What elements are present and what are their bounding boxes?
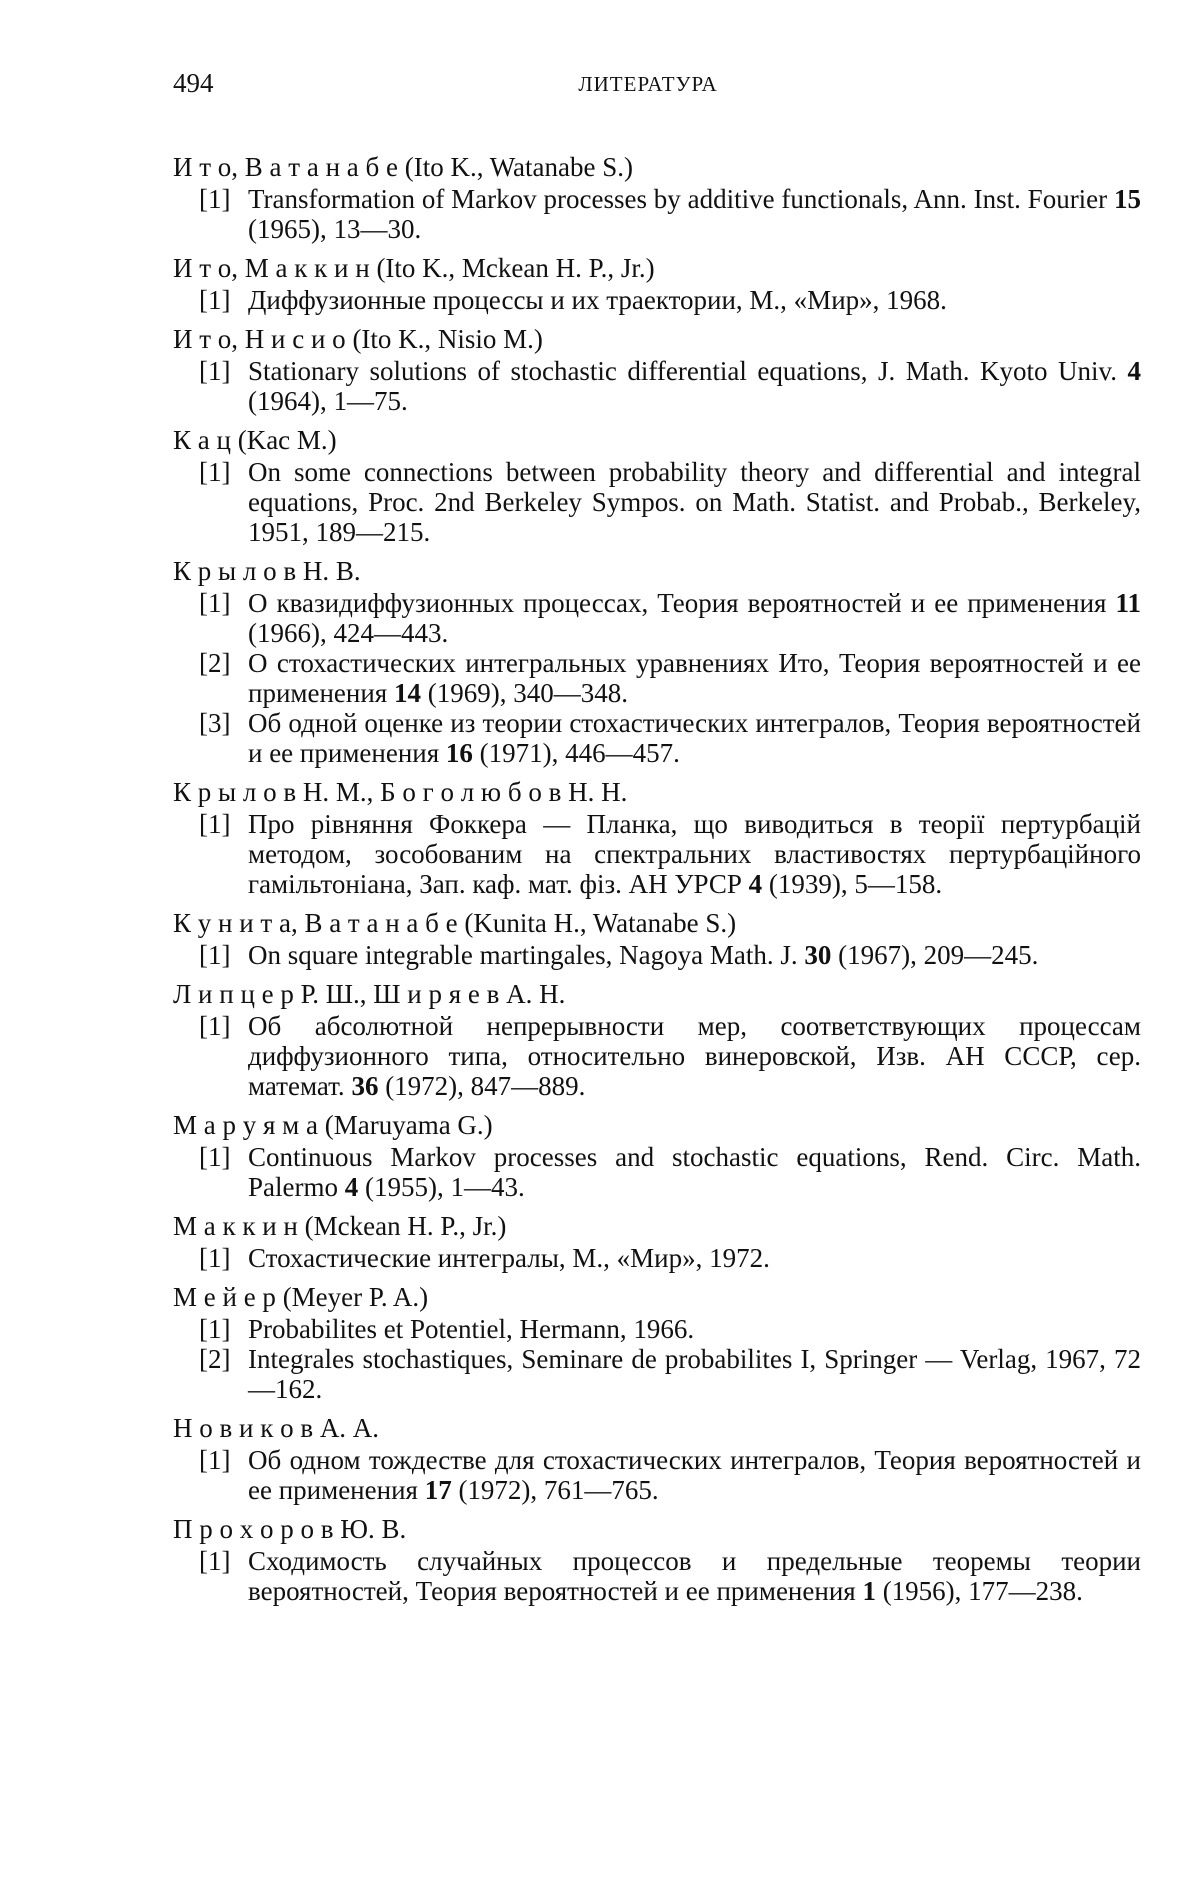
- reference-entry: [173, 1445, 1141, 1505]
- entry-text: Integrales stochastiques, Seminare de probabilites I, Springer — Verlag, 1967, 72—162.: [248, 1344, 1141, 1404]
- author-name: Н о в и к о в: [173, 1413, 314, 1443]
- author-name: Л и п ц е р Р. Ш., Ш и р я е в: [173, 979, 500, 1009]
- entry-volume: 4: [748, 869, 763, 899]
- entry-text: Сходимость случайных процессов и предельные теоремы теории вероятностей, Теория вероятностей и ее применения: [248, 1546, 1141, 1606]
- reference-entry: [173, 708, 1141, 768]
- reference-author: [173, 150, 1141, 184]
- entry-number: [2]: [199, 1344, 231, 1374]
- reference-entry: [173, 285, 1141, 315]
- entry-pages: (1956), 177—238.: [882, 1576, 1083, 1606]
- author-name: П р о х о р о в: [173, 1514, 334, 1544]
- entry-text: Continuous Markov processes and stochastic equations, Rend. Circ. Math. Palermo: [248, 1142, 1141, 1202]
- entry-text: О стохастических интегральных уравнениях Ито, Теория вероятностей и ее применения: [248, 648, 1141, 708]
- reference-entry: [173, 1243, 1141, 1273]
- author-name: И т о, М а к к и н: [173, 253, 370, 283]
- reference-entry: [173, 1011, 1141, 1101]
- author-latin-name: Ю. В.: [340, 1514, 407, 1544]
- reference-author: [173, 977, 1141, 1011]
- entry-volume: 36: [351, 1071, 379, 1101]
- entry-pages: (1971), 446—457.: [479, 738, 680, 768]
- author-name: И т о, В а т а н а б е: [173, 152, 398, 182]
- reference-entry: [173, 184, 1141, 244]
- entry-number: [1]: [199, 1243, 231, 1273]
- entry-number: [1]: [199, 1011, 231, 1041]
- author-latin-name: (Meyer P. A.): [282, 1282, 429, 1312]
- page-header: [173, 68, 1123, 108]
- reference-author: [173, 1411, 1141, 1445]
- entry-number: [2]: [199, 648, 231, 678]
- author-latin-name: (Ito K., Nisio M.): [352, 324, 543, 354]
- entry-text: Об абсолютной непрерывности мер, соответствующих процессам диффузионного типа, относительно винеровской, Изв. АН СССР, сер. математ.: [248, 1011, 1141, 1101]
- author-name: М е й е р: [173, 1282, 276, 1312]
- author-latin-name: (Ito K., Watanabe S.): [404, 152, 633, 182]
- entry-number: [1]: [199, 940, 231, 970]
- reference-entry: [173, 1546, 1141, 1606]
- entry-number: [1]: [199, 1142, 231, 1172]
- entry-pages: (1965), 13—30.: [248, 214, 422, 244]
- reference-entry: [173, 940, 1141, 970]
- entry-pages: (1967), 209—245.: [838, 940, 1039, 970]
- entry-text: Probabilites et Potentiel, Hermann, 1966.: [248, 1314, 695, 1344]
- author-name: М а к к и н: [173, 1211, 298, 1241]
- author-latin-name: Н. В.: [302, 556, 361, 586]
- entry-number: [1]: [199, 1314, 231, 1344]
- entry-volume: 14: [393, 678, 421, 708]
- reference-author: [173, 1108, 1141, 1142]
- page-number: 494: [173, 68, 214, 98]
- reference-entry: [173, 1142, 1141, 1202]
- entry-text: Об одной оценке из теории стохастических интегралов, Теория вероятностей и ее применения: [248, 708, 1141, 768]
- entry-text: Диффузионные процессы и их траектории, М., «Мир», 1968.: [248, 285, 947, 315]
- entry-volume: 16: [445, 738, 473, 768]
- entry-number: [1]: [199, 457, 231, 487]
- reference-entry: [173, 1314, 1141, 1344]
- entry-volume: 4: [344, 1172, 359, 1202]
- entry-number: [1]: [199, 588, 231, 618]
- reference-entry: [173, 648, 1141, 708]
- entry-text: Transformation of Markov processes by additive functionals, Ann. Inst. Fourier: [248, 184, 1108, 214]
- entry-pages: (1966), 424—443.: [248, 618, 449, 648]
- entry-text: On square integrable martingales, Nagoya Math. J.: [248, 940, 798, 970]
- reference-list: [173, 150, 1141, 1606]
- entry-volume: 4: [1127, 356, 1142, 386]
- author-latin-name: (Kunita H., Watanabe S.): [464, 908, 737, 938]
- running-head: ЛИТЕРАТУРА: [578, 72, 718, 96]
- reference-entry: [173, 356, 1141, 416]
- author-latin-name: А. А.: [319, 1413, 380, 1443]
- reference-author: [173, 251, 1141, 285]
- entry-text: Об одном тождестве для стохастических интегралов, Теория вероятностей и ее применения: [248, 1445, 1141, 1505]
- author-name: К а ц: [173, 425, 231, 455]
- reference-author: [173, 775, 1141, 809]
- reference-entry: [173, 1344, 1141, 1404]
- entry-volume: 15: [1114, 184, 1142, 214]
- author-latin-name: (Maruyama G.): [324, 1110, 493, 1140]
- reference-author: [173, 906, 1141, 940]
- author-name: И т о, Н и с и о: [173, 324, 346, 354]
- reference-author: [173, 554, 1141, 588]
- entry-text: On some connections between probability theory and differential and integral equations, Proc. 2nd Berkeley Sympos. on Math. Statist. and Probab., Berkeley, 1951, 189—215.: [248, 457, 1141, 547]
- entry-volume: 17: [424, 1475, 452, 1505]
- author-latin-name: (Ito K., Mckean H. P., Jr.): [376, 253, 655, 283]
- entry-pages: (1972), 847—889.: [385, 1071, 586, 1101]
- reference-author: [173, 322, 1141, 356]
- reference-entry: [173, 588, 1141, 648]
- entry-volume: 1: [862, 1576, 876, 1606]
- author-name: К у н и т а, В а т а н а б е: [173, 908, 458, 938]
- entry-pages: (1955), 1—43.: [364, 1172, 525, 1202]
- author-latin-name: (Mckean H. P., Jr.): [304, 1211, 507, 1241]
- entry-number: [3]: [199, 708, 231, 738]
- author-name: М а р у я м а: [173, 1110, 318, 1140]
- author-name: К р ы л о в: [173, 556, 297, 586]
- entry-number: [1]: [199, 356, 231, 386]
- entry-pages: (1972), 761—765.: [458, 1475, 659, 1505]
- entry-number: [1]: [199, 1445, 231, 1475]
- reference-author: [173, 423, 1141, 457]
- entry-number: [1]: [199, 184, 231, 214]
- entry-pages: (1964), 1—75.: [248, 386, 408, 416]
- entry-pages: (1939), 5—158.: [768, 869, 943, 899]
- entry-volume: 30: [804, 940, 832, 970]
- author-latin-name: А. Н.: [506, 979, 566, 1009]
- entry-text: Stationary solutions of stochastic differential equations, J. Math. Kyoto Univ.: [248, 356, 1118, 386]
- entry-text: Про рівняння Фоккера — Планка, що виводиться в теорії пертурбацій методом, зособованим на спектральних властивостях пертурбаційного гамільтоніана, Зап. каф. мат. фіз. АН УРСР: [248, 809, 1141, 899]
- entry-volume: 11: [1115, 588, 1141, 618]
- reference-entry: [173, 809, 1141, 899]
- reference-entry: [173, 457, 1141, 547]
- entry-number: [1]: [199, 1546, 231, 1576]
- entry-text: Стохастические интегралы, М., «Мир», 1972.: [248, 1243, 770, 1273]
- author-latin-name: Н. Н.: [568, 777, 628, 807]
- author-latin-name: (Kac M.): [237, 425, 337, 455]
- entry-number: [1]: [199, 285, 231, 315]
- reference-author: [173, 1209, 1141, 1243]
- reference-author: [173, 1280, 1141, 1314]
- entry-pages: (1969), 340—348.: [427, 678, 628, 708]
- entry-text: О квазидиффузионных процессах, Теория вероятностей и ее применения: [248, 588, 1107, 618]
- reference-author: [173, 1512, 1141, 1546]
- author-name: К р ы л о в Н. М., Б о г о л ю б о в: [173, 777, 562, 807]
- entry-number: [1]: [199, 809, 231, 839]
